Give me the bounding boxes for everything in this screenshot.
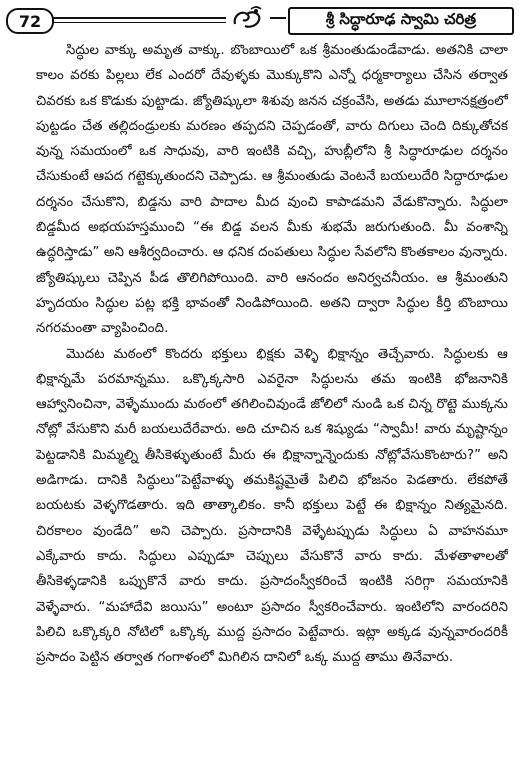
paragraph: మొదట మఠంలో కొందరు భక్తులు భిక్షకు వెళ్ళి భిక్షాన్నం తెచ్చేవారు. సిద్ధులకు ఆ భిక్షాన్నమే పరమాన్నము. ఒక్కొక్కసారి ఎవరైనా సిద్ధులను తమ ఇంటికి భోజనానికి ఆహ్వానించినా, వెళ్ళేముందు మఠంలో తగిలించివుండే జోలిలో నుండి ఒక చిన్న రొట్టె ముక్కను నోట్లో వేసుకొని మరీ బయలుదేరేవారు. అది చూచిన ఒక శిష్యుడు “స్వామీ! వారు మృష్టాన్నం పెట్టడానికి మిమ్మల్ని తీసికెళ్ళుతుంటే మీరు ఈ భిక్షాన్నాన్నెందుకు నోట్లోవేసుకొంటారు?” అని అడిగాడు. దానికి సిద్ధులు“పెట్టేవాళ్ళు తమకిష్టమైతే పిలిచి భోజనం పెడతారు. లేకపోతే బయటకు వెళ్ళగొడతారు. ఇది తాత్కాలికం. కానీ భక్తులు పెట్టే ఈ భిక్షాన్నం నిత్యమైనది. చిరకాలం వుండేది” అని చెప్పారు. ప్రసాదానికి వెళ్ళేటప్పుడు సిద్ధులు ఏ వాహనమూ ఎక్కేవారు కాదు. సిద్ధులు ఎప్పుడూ చెప్పులు వేసుకొనే వారు కాదు. మేళతాళాలతో తీసికెళ్ళడానికి ఒప్పుకొనే వారు కాదు. ప్రసాదంస్వీకరించే ఇంటికి సరిగ్గా సమయానికి వెళ్ళేవారు. “మహాదేవి జయిసు” అంటూ ప్రసాదం స్వీకరించేవారు. ఇంటిలోని వారందరిని పిలిచి ఒక్కొక్కరి నోటిలో ఒక్కొక్క ముద్ద ప్రసాదం పెట్టేవారు. ఇట్లా అక్కడ వున్నవారందరికీ ప్రసాదం పెట్టిన తర్వాత గంగాళంలో మిగిలిన దానిలో ఒక్క ముద్ద తాము తినేవారు. <box>36 346 508 666</box>
page-header <box>4 4 516 34</box>
header-rule-thin <box>52 22 226 23</box>
om-emblem-icon <box>228 6 268 32</box>
header-rule-mid <box>270 17 286 19</box>
paragraph: సిద్ధుల వాక్కు అమృత వాక్కు. బొంబాయిలో ఒక శ్రీమంతుడుండేవాడు. అతనికి చాలా కాలం వరకు పిల్లలు లేక ఎందరో దేవుళ్ళకు మొక్కుకొని ఎన్నో ధర్మకార్యాలు చేసిన తర్వాత చివరకు ఒక కొడుకు పుట్టాడు. జ్యోతిష్కులా శిశువు జనన చక్రంవేసి, అతడు మూలానక్షత్రంలో పుట్టడం చేత తల్లిదండ్రులకు మరణం తప్పదని చెప్పడంతో, వారు దిగులు చెంది దిక్కుతోచక వున్న సమయంలో ఒక సాధువు, వారి ఇంటికి వచ్చి, హుబ్లీలోని శ్రీ సిద్ధారూఢుల దర్శనం చేసుకుంటే ఆపద గట్టెక్కుతుందని చెప్పాడు. ఆ శ్రీమంతుడు వెంటనే బయలుదేరి సిద్ధారూఢుల దర్శనం చేసుకొని, బిడ్డను వారి పాదాల మీద వుంచి కాపాడమని వేడుకొన్నారు. సిద్ధులా బిడ్డమీద అభయహస్తముంచి “ఈ బిడ్డ వలన మీకు శుభమే జరుగుతుంది. మీ వంశాన్ని ఉద్ధరిస్తాడు” అని ఆశీర్వదించారు. ఆ ధనిక దంపతులు సిద్ధుల సేవలోని కొంతకాలం వున్నారు. జ్యోతిష్కులు చెప్పిన పీడ తొలిగిపోయింది. వారి ఆనందం అనిర్వచనీయం. ఆ శ్రీమంతుని హృదయం సిద్ధుల పట్ల భక్తి భావంతో నిండిపోయింది. అతని ద్వారా సిద్ధుల కీర్తి బొంబాయి నగరమంతా వ్యాపించింది. <box>36 43 508 337</box>
header-rule <box>52 17 226 19</box>
running-title: శ్రీ సిద్ధారూఢ స్వామి చరిత్ర <box>288 7 514 35</box>
page-body <box>36 38 508 738</box>
page-number: 72 <box>6 8 54 34</box>
